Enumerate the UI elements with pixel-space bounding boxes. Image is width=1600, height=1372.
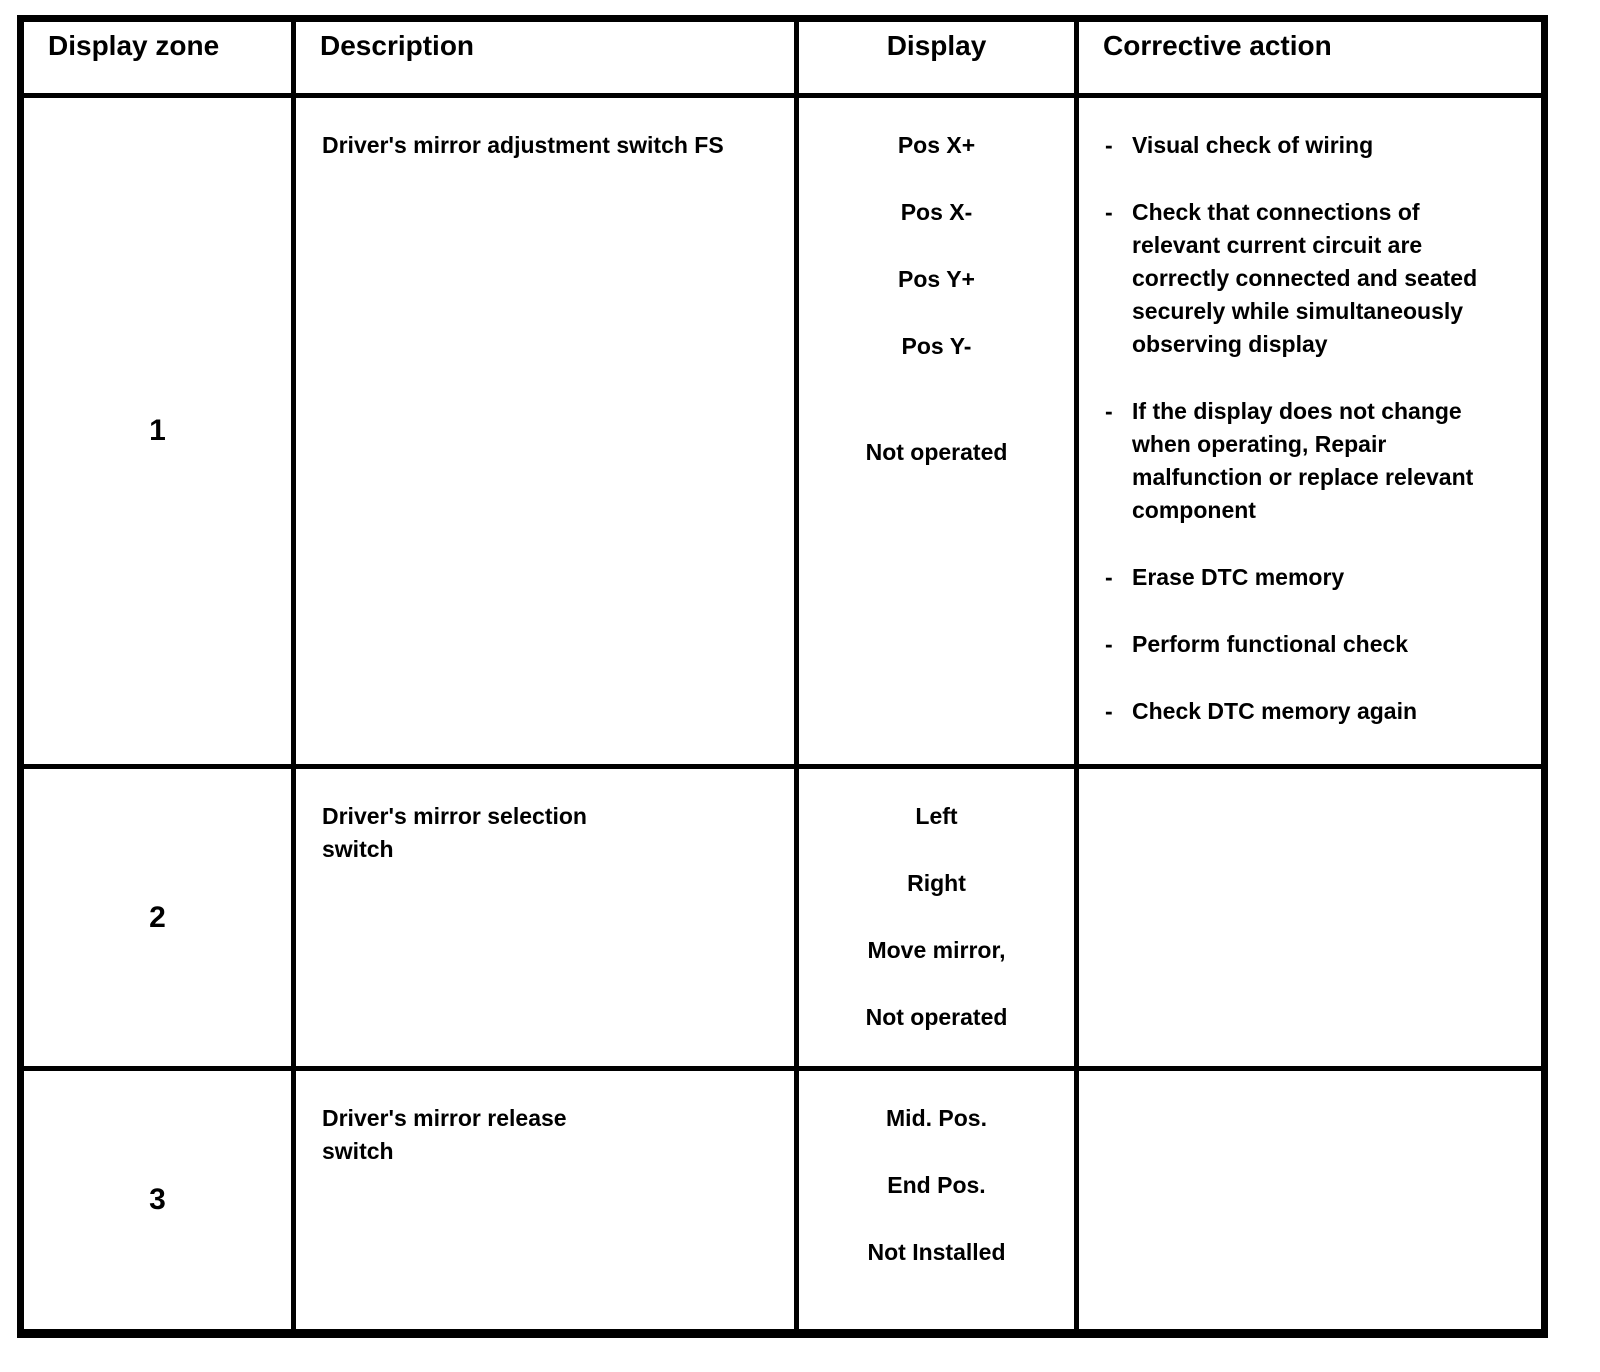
header-display-label: Display [886,30,987,61]
display-value: Not operated [865,1004,1008,1030]
display-value: Move mirror, [867,937,1006,963]
row-1-corrective-action-cell [1079,98,1541,769]
diagnostic-table [17,15,1548,1338]
action-text: Check that connections of relevant current circuit are correctly connected and seated securely while simultaneously observing display [1132,199,1478,357]
row-3-corrective-action-cell [1079,1071,1541,1329]
display-value: Left [915,803,958,829]
display-value: Mid. Pos. [886,1105,987,1131]
row-3-zone-cell [24,1071,296,1329]
row-2-display-cell [799,769,1079,1071]
row-2-zone-cell [24,769,296,1071]
row-2-corrective-action-cell [1079,769,1541,1071]
header-corrective-action [1079,22,1541,98]
row-1-description-cell [296,98,799,769]
action-item [1105,129,1531,162]
action-text: Perform functional check [1132,631,1409,657]
header-display-zone [24,22,296,98]
row-3-display-cell [799,1071,1079,1329]
bullet-dash: - [1105,398,1113,424]
display-value: End Pos. [887,1172,986,1198]
row-1-display-cell [799,98,1079,769]
row-2-description-cell [296,769,799,1071]
action-item [1105,196,1531,361]
header-display [799,22,1079,98]
action-item [1105,628,1531,661]
display-value: Pos Y+ [898,266,975,292]
description-line: switch [322,836,394,862]
bullet-dash: - [1105,631,1113,657]
row-3-description-cell [296,1071,799,1329]
header-corrective-action-label: Corrective action [1103,30,1332,61]
action-item [1105,561,1531,594]
action-item [1105,395,1531,527]
header-description-label: Description [320,30,475,61]
zone-number: 2 [149,900,166,934]
bullet-dash: - [1105,698,1113,724]
action-text: Check DTC memory again [1132,698,1418,724]
display-value: Not Installed [867,1239,1006,1265]
bullet-dash: - [1105,564,1113,590]
header-description [296,22,799,98]
action-text: If the display does not change when operating, Repair malfunction or replace relevant component [1132,398,1474,523]
description-line: switch [322,1138,394,1164]
action-text: Erase DTC memory [1132,564,1345,590]
zone-number: 3 [149,1183,166,1216]
display-value: Pos X+ [897,132,976,158]
action-text: Visual check of wiring [1132,132,1374,158]
display-value: Pos X- [900,199,973,225]
zone-number: 1 [149,414,166,447]
display-value: Right [907,870,966,896]
bullet-dash: - [1105,132,1113,158]
description-line: Driver's mirror release [322,1105,567,1131]
description-line: Driver's mirror selection [322,803,587,829]
display-value: Pos Y- [901,333,972,359]
display-value: Not operated [865,439,1008,465]
action-item [1105,695,1531,728]
description-line: Driver's mirror adjustment switch FS [322,132,724,158]
header-display-zone-label: Display zone [48,30,220,61]
bullet-dash: - [1105,199,1113,225]
row-1-zone-cell [24,98,296,769]
